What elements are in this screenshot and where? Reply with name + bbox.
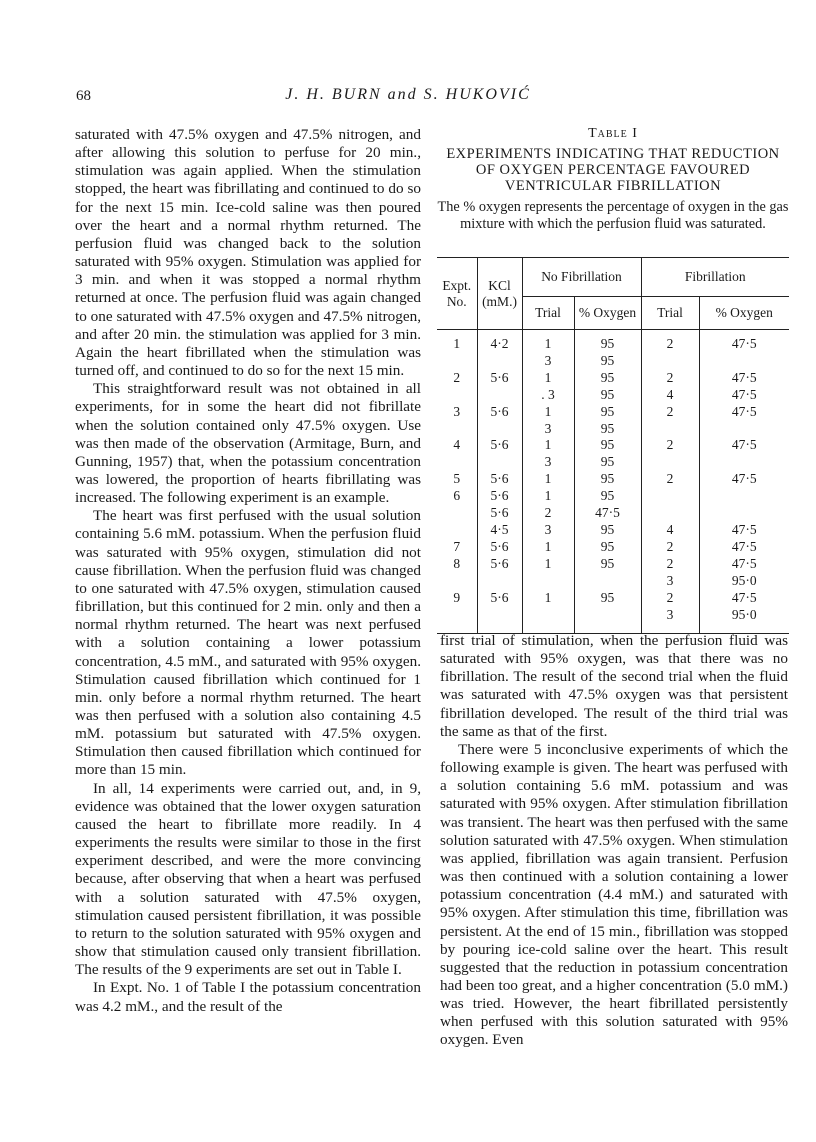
table-cell-nf-trial: . 3 — [522, 387, 574, 404]
table-cell-kcl — [477, 387, 522, 404]
table-row — [437, 590, 789, 607]
table-cell-kcl: 5·6 — [477, 556, 522, 573]
header-oxygen: % Oxygen — [574, 297, 641, 330]
paragraph: In all, 14 experiments were carried out, and, in 9, evidence was obtained that the lower oxygen saturation caused the heart to fibrillate more readily. In 4 experiments the results were similar to those in the first experiment described, and were the more convincing because, after observing that when a heart was perfused with a solution saturated with 47.5% oxygen, stimulation caused persistent fibrillation, it was possible to return to the solution saturated with 95% oxygen and show that stimulation caused only transient fibrillation. The results of the 9 experiments are set out in Table I. — [75, 779, 421, 979]
table-caption: The % oxygen represents the percentage of oxygen in the gas mixture with which the perfusion fluid was saturated. — [437, 199, 789, 232]
table-cell-f-o2 — [699, 353, 789, 370]
table-cell-nf-trial: 1 — [522, 330, 574, 353]
table-cell-expt — [437, 353, 477, 370]
table-cell-f-o2: 47·5 — [699, 590, 789, 607]
table-cell-nf-o2: 95 — [574, 471, 641, 488]
table-row — [437, 539, 789, 556]
table-cell-nf-trial: 1 — [522, 404, 574, 421]
paragraph: In Expt. No. 1 of Table I the potassium concentration was 4.2 mM., and the result of the — [75, 979, 421, 1015]
table-cell-f-o2: 47·5 — [699, 539, 789, 556]
table-cell-expt: 7 — [453, 538, 461, 554]
table-row — [437, 370, 789, 387]
table-cell-kcl: 5·6 — [477, 370, 522, 387]
table-row — [437, 437, 789, 454]
table-cell-nf-trial: 1 — [522, 488, 574, 505]
table-cell-nf-trial: 1 — [522, 590, 574, 607]
table-cell-expt: 2 — [453, 369, 461, 385]
table-cell-nf-trial — [522, 573, 574, 590]
table-cell-f-trial: 2 — [641, 404, 699, 421]
running-head: J. H. BURN and S. HUKOVIĆ — [285, 86, 531, 103]
table-cell-f-trial: 3 — [641, 607, 699, 634]
table-cell-expt: 8 — [453, 555, 461, 571]
table-cell-nf-o2: 95 — [574, 353, 641, 370]
table-cell-f-o2: 47·5 — [699, 437, 789, 454]
table-cell-kcl — [477, 421, 522, 438]
table-cell-nf-trial: 1 — [522, 471, 574, 488]
table-cell-nf-o2: 95 — [574, 590, 641, 607]
header-trial: Trial — [522, 297, 574, 330]
table-row — [437, 353, 789, 370]
table-row — [437, 330, 789, 353]
table-cell-kcl: 5·6 — [477, 404, 522, 421]
table-cell-f-trial: 2 — [641, 590, 699, 607]
table-cell-f-o2: 47·5 — [699, 387, 789, 404]
table-cell-nf-o2: 95 — [574, 539, 641, 556]
page-number: 68 — [76, 88, 91, 104]
table-cell-f-o2: 47·5 — [699, 370, 789, 387]
table-cell-nf-trial — [522, 607, 574, 634]
table-cell-nf-trial: 3 — [522, 421, 574, 438]
table-cell-f-o2: 47·5 — [699, 556, 789, 573]
table-cell-kcl — [477, 353, 522, 370]
table-cell-f-trial — [641, 421, 699, 438]
table-cell-nf-o2: 95 — [574, 387, 641, 404]
table-cell-kcl — [477, 573, 522, 590]
table-cell-f-o2: 47·5 — [699, 330, 789, 353]
header-trial: Trial — [641, 297, 699, 330]
table-row — [437, 387, 789, 404]
table-cell-nf-o2: 95 — [574, 454, 641, 471]
table-cell-kcl: 4·5 — [477, 522, 522, 539]
table-cell-kcl: 4·2 — [477, 330, 522, 353]
table-cell-expt — [437, 454, 477, 471]
table-cell-nf-trial: 1 — [522, 556, 574, 573]
table-cell-expt: 5 — [453, 471, 461, 487]
table-cell-f-o2: 47·5 — [699, 471, 789, 488]
table-cell-nf-o2: 95 — [574, 421, 641, 438]
table-cell-f-trial — [641, 505, 699, 522]
table-cell-f-trial: 4 — [641, 522, 699, 539]
paragraph: There were 5 inconclusive experiments of which the following example is given. The heart was perfused with a solution containing 5.6 mM. potassium and was saturated with 95% oxygen. After stimulation fibrillation was transient. The heart was then perfused with the same solution saturated with 47.5% oxygen. When stimulation was applied, fibrillation was again transient. Perfusion was then continued with a solution containing a lower potassium concentration (4.4 mM.) and saturated with 95% oxygen. After stimulation this time, fibrillation was persistent. At the end of 15 min., fibrillation was stopped by pouring ice-cold saline over the heart. This result suggested that the reduction in potassium concentration had been too great, and a higher concentration (5.0 mM.) was tried. However, the heart fibrillated persistently when perfused with this solution saturated with 95% oxygen. Even — [440, 740, 788, 1049]
table-row — [437, 505, 789, 522]
table-cell-nf-o2: 95 — [574, 404, 641, 421]
header-oxygen: % Oxygen — [699, 297, 789, 330]
table-cell-nf-trial: 3 — [522, 522, 574, 539]
table-cell-f-o2: 47·5 — [699, 522, 789, 539]
table-cell-nf-trial: 3 — [522, 454, 574, 471]
table-cell-nf-o2: 95 — [574, 488, 641, 505]
table-label: Table I — [588, 126, 638, 141]
paragraph: first trial of stimulation, when the perfusion fluid was saturated with 95% oxygen, was that there was no fibrillation. The result of the second trial when the fluid was saturated with 47.5% oxygen was that persistent fibrillation developed. The result of the third trial was the same as that of the first. — [440, 632, 788, 740]
table-cell-expt: 3 — [453, 403, 461, 419]
table-cell-expt — [437, 421, 477, 438]
table-cell-kcl: 5·6 — [477, 505, 522, 522]
table-row — [437, 454, 789, 471]
table-title: EXPERIMENTS INDICATING THAT REDUCTION OF OXYGEN PERCENTAGE FAVOURED VENTRICULAR FIBRILLATION — [446, 146, 780, 194]
table-row — [437, 421, 789, 438]
paragraph: This straightforward result was not obtained in all experiments, for in some the heart did not fibrillate when the solution contained only 47.5% oxygen. Use was then made of the observation (Armitage, Burn, and Gunning, 1957) that, when the potassium concentration was lowered, the proportion of hearts fibrillating was increased. The following experiment is an example. — [75, 380, 421, 507]
table-cell-f-trial: 2 — [641, 539, 699, 556]
table-cell-f-o2 — [699, 421, 789, 438]
table-cell-f-trial: 2 — [641, 330, 699, 353]
table-cell-kcl: 5·6 — [477, 488, 522, 505]
paragraph: saturated with 47.5% oxygen and 47.5% nitrogen, and after allowing this solution to perfuse for 20 min., stimulation was again applied. When the stimulation stopped, the heart was fibrillating and continued to do so for the next 15 min. Ice-cold saline was then poured over the heart and a normal rhythm returned. The perfusion fluid was changed back to the solution saturated with 95% oxygen. Stimulation was applied for 3 min. and when it was stopped a normal rhythm returned at once. The perfusion fluid was again changed to one saturated with 47.5% oxygen and 47.5% nitrogen, and after 20 min. the stimulation was applied for 3 min. Again the heart fibrillated when the stimulation was turned off, and continued to do so for the next 15 min. — [75, 126, 421, 380]
table-cell-nf-trial: 2 — [522, 505, 574, 522]
table-cell-nf-trial: 1 — [522, 539, 574, 556]
table-cell-nf-trial: 1 — [522, 370, 574, 387]
table-cell-f-o2 — [699, 454, 789, 471]
table-cell-kcl: 5·6 — [477, 590, 522, 607]
table-row — [437, 488, 789, 505]
table-cell-nf-o2: 95 — [574, 437, 641, 454]
table-cell-expt — [437, 522, 477, 539]
table-row — [437, 607, 789, 634]
table-body — [437, 330, 789, 634]
table-row — [437, 471, 789, 488]
table-cell-expt — [437, 573, 477, 590]
table-cell-f-trial: 4 — [641, 387, 699, 404]
table-cell-expt — [437, 505, 477, 522]
table-row — [437, 556, 789, 573]
table-cell-f-o2: 47·5 — [699, 404, 789, 421]
table-cell-kcl — [477, 454, 522, 471]
left-column — [75, 126, 421, 1016]
table-cell-expt: 9 — [453, 589, 461, 605]
table-cell-nf-o2: 95 — [574, 330, 641, 353]
table-cell-nf-o2: 95 — [574, 370, 641, 387]
table-cell-expt — [437, 387, 477, 404]
data-table — [437, 257, 789, 634]
table-cell-nf-trial: 3 — [522, 353, 574, 370]
table-row — [437, 573, 789, 590]
table-cell-nf-o2 — [574, 607, 641, 634]
table-cell-f-trial — [641, 353, 699, 370]
table-cell-f-o2: 95·0 — [699, 607, 789, 634]
table-cell-nf-o2 — [574, 573, 641, 590]
table-cell-kcl: 5·6 — [477, 437, 522, 454]
header-no-fibrillation: No Fibrillation — [522, 258, 641, 297]
table-cell-f-trial: 3 — [641, 573, 699, 590]
table-cell-kcl — [477, 607, 522, 634]
table-cell-nf-o2: 47·5 — [574, 505, 641, 522]
table-cell-expt: 4 — [453, 437, 461, 453]
table-cell-f-o2 — [699, 488, 789, 505]
table-cell-f-o2: 95·0 — [699, 573, 789, 590]
table-row — [437, 522, 789, 539]
table-cell-f-trial: 2 — [641, 471, 699, 488]
table-cell-f-trial — [641, 454, 699, 471]
header-fibrillation: Fibrillation — [641, 258, 789, 297]
table-cell-f-trial: 2 — [641, 370, 699, 387]
table-cell-kcl: 5·6 — [477, 539, 522, 556]
table-cell-kcl: 5·6 — [477, 471, 522, 488]
table-cell-nf-trial: 1 — [522, 437, 574, 454]
table-row — [437, 404, 789, 421]
table-cell-nf-o2: 95 — [574, 556, 641, 573]
table-cell-expt: 6 — [453, 488, 461, 504]
right-column — [440, 632, 788, 1050]
table-cell-expt — [437, 607, 477, 634]
header-kcl: KCl (mM.) — [477, 258, 522, 330]
table-1 — [437, 126, 789, 622]
table-cell-f-trial: 2 — [641, 437, 699, 454]
table-cell-f-trial: 2 — [641, 556, 699, 573]
table-cell-expt: 1 — [453, 336, 461, 351]
paragraph: The heart was first perfused with the usual solution containing 5.6 mM. potassium. When the perfusion fluid was saturated with 95% oxygen, stimulation did not cause fibrillation. When the perfusion fluid was changed to one saturated with 47.5% oxygen, stimulation caused fibrillation, but this continued for 2 min. only and then a normal rhythm returned. The heart was next perfused with a solution containing a lower potassium concentration, 4.5 mM., and saturated with 95% oxygen. Stimulation caused fibrillation which continued for 1 min. only before a normal rhythm returned. The heart was then perfused with a solution also containing 4.5 mM. potassium but saturated with 47.5% oxygen. Stimulation then caused fibrillation which continued for more than 15 min. — [75, 507, 421, 779]
table-cell-f-trial — [641, 488, 699, 505]
table-cell-f-o2 — [699, 505, 789, 522]
header-expt: Expt. No. — [437, 258, 477, 330]
table-cell-nf-o2: 95 — [574, 522, 641, 539]
